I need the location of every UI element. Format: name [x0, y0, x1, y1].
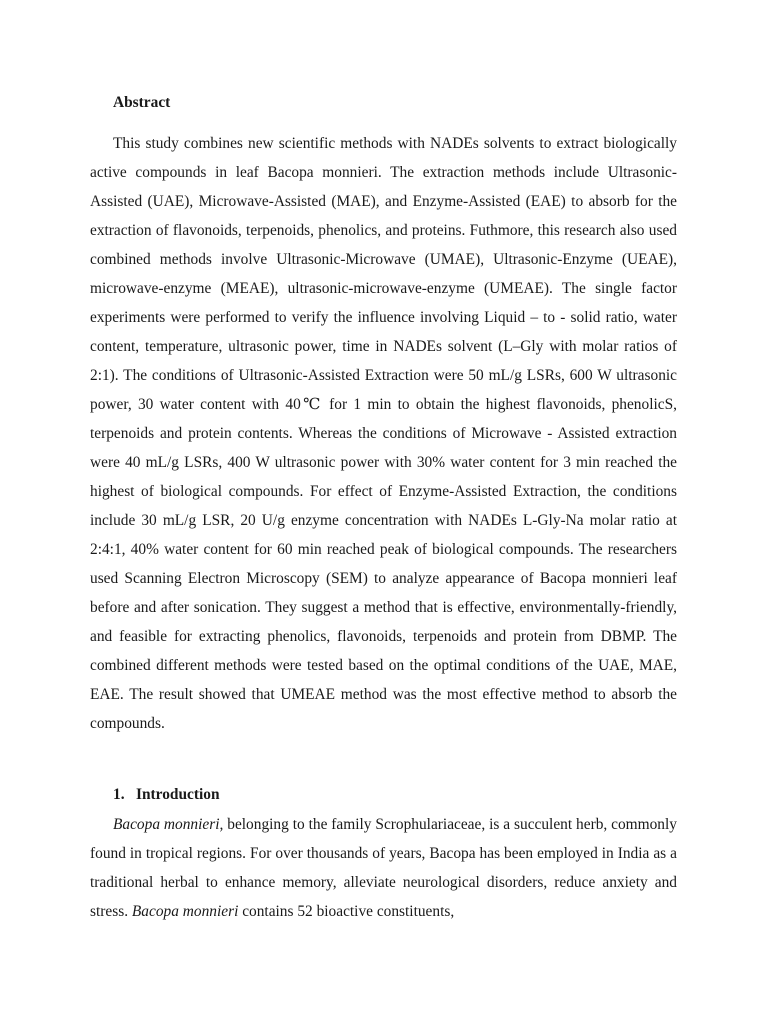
introduction-text: contains 52 bioactive constituents,	[238, 903, 455, 920]
section-title: Introduction	[136, 786, 220, 803]
section-number: 1.	[113, 786, 125, 803]
introduction-heading	[113, 785, 220, 805]
species-name: Bacopa monnieri	[131, 903, 239, 920]
abstract-paragraph: This study combines new scientific methods with NADEs solvents to extract biologically active compounds in leaf Bacopa monnieri. The extraction methods include Ultrasonic-Assisted (UAE), Microwave-Assisted (MAE), and Enzyme-Assisted (EAE) to absorb for the extraction of flavonoids, terpenoids, phenolics, and proteins. Futhmore, this research also used combined methods involve Ultrasonic-Microwave (UMAE), Ultrasonic-Enzyme (UEAE), microwave-enzyme (MEAE), ultrasonic-microwave-enzyme (UMEAE). The single factor experiments were performed to verify the influence involving Liquid – to - solid ratio, water content, temperature, ultrasonic power, time in NADEs solvent (L–Gly with molar ratios of 2:1). The conditions of Ultrasonic-Assisted Extraction were 50 mL/g LSRs, 600 W ultrasonic power, 30 water content with 40℃ for 1 min to obtain the highest flavonoids, phenolicS, terpenoids and protein contents. Whereas the conditions of Microwave - Assisted extraction were 40 mL/g LSRs, 400 W ultrasonic power with 30% water content for 3 min reached the highest of biological compounds. For effect of Enzyme-Assisted Extraction, the conditions include 30 mL/g LSR, 20 U/g enzyme concentration with NADEs L-Gly-Na molar ratio at 2:4:1, 40% water content for 60 min reached peak of biological compounds. The researchers used Scanning Electron Microscopy (SEM) to analyze appearance of Bacopa monnieri leaf before and after sonication. They suggest a method that is effective, environmentally-friendly, and feasible for extracting phenolics, flavonoids, terpenoids and protein from DBMP. The combined different methods were tested based on the optimal conditions of the UAE, MAE, EAE. The result showed that UMEAE method was the most effective method to absorb the compounds.	[90, 135, 677, 732]
introduction-paragraph	[90, 810, 677, 926]
introduction-text: belonging to the family Scrophulariaceae, is a succulent herb, commonly found in tropical regions. For over thousands of years, Bacopa has been employed in India as a traditional herbal to enhance memory, alleviate neurological disorders, reduce anxiety and stress.	[90, 816, 677, 920]
abstract-heading: Abstract	[113, 94, 171, 111]
species-name: Bacopa monnieri,	[113, 816, 224, 833]
